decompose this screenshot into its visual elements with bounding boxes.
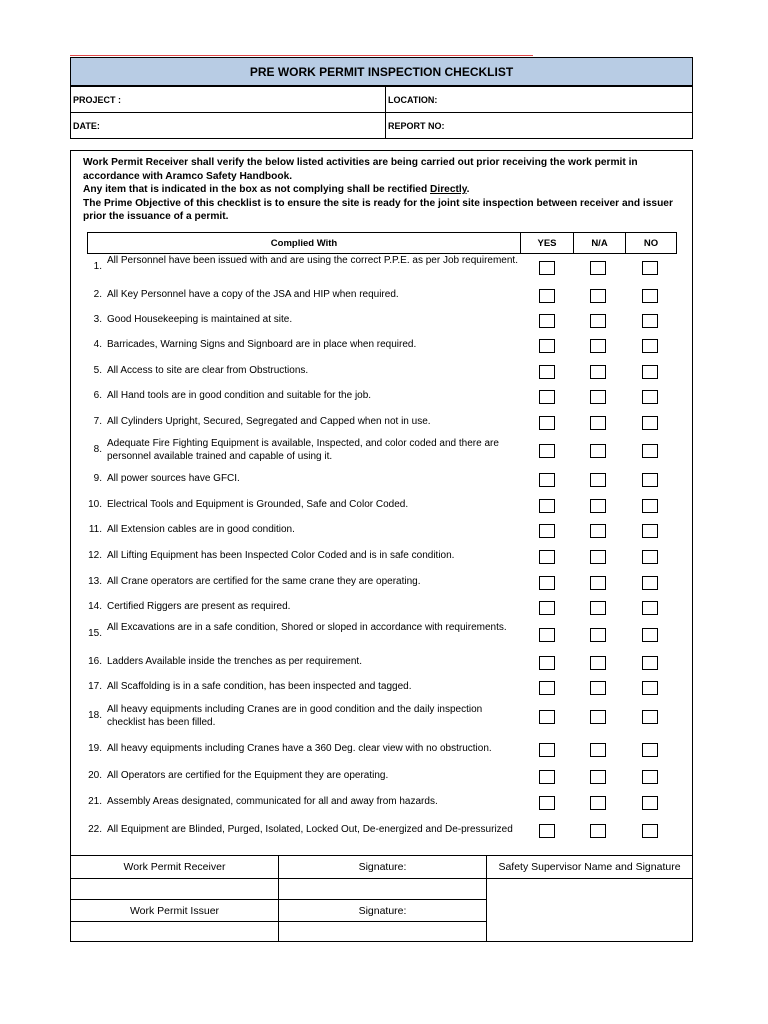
no-checkbox[interactable]: [642, 601, 658, 615]
checklist-item-number: 17.: [88, 681, 102, 692]
yes-checkbox[interactable]: [539, 499, 555, 513]
yes-header: YES: [537, 237, 557, 249]
na-header: N/A: [591, 237, 608, 249]
na-checkbox[interactable]: [590, 416, 606, 430]
receiver-signature-field[interactable]: [279, 879, 487, 900]
na-checkbox[interactable]: [590, 550, 606, 564]
no-checkbox[interactable]: [642, 681, 658, 695]
page-title: PRE WORK PERMIT INSPECTION CHECKLIST: [70, 57, 693, 86]
checklist-item-number: 7.: [93, 416, 102, 427]
directly-underlined: Directly: [430, 184, 467, 195]
no-checkbox[interactable]: [642, 365, 658, 379]
na-checkbox[interactable]: [590, 656, 606, 670]
project-label: PROJECT :: [73, 94, 122, 105]
checklist-item-text: Adequate Fire Fighting Equipment is available, Inspected, and color coded and there are personnel available trained and capable of using it.: [107, 438, 499, 462]
yes-checkbox[interactable]: [539, 365, 555, 379]
checklist-item-number: 8.: [93, 444, 102, 455]
no-checkbox[interactable]: [642, 656, 658, 670]
na-checkbox[interactable]: [590, 601, 606, 615]
checklist-item-text: Good Housekeeping is maintained at site.: [107, 314, 293, 325]
yes-checkbox[interactable]: [539, 576, 555, 590]
intro-text: [83, 156, 683, 224]
checklist-item-number: 16.: [88, 656, 102, 667]
checklist-item-text: Assembly Areas designated, communicated for all and away from hazards.: [107, 796, 438, 807]
na-checkbox[interactable]: [590, 499, 606, 513]
na-checkbox[interactable]: [590, 339, 606, 353]
checklist-item-number: 13.: [88, 576, 102, 587]
na-checkbox[interactable]: [590, 681, 606, 695]
location-label: LOCATION:: [388, 94, 438, 105]
na-checkbox[interactable]: [590, 576, 606, 590]
issuer-label: Work Permit Issuer: [71, 900, 279, 922]
checklist-item-number: 9.: [93, 473, 102, 484]
checklist-item-number: 22.: [88, 824, 102, 835]
supervisor-signature-field[interactable]: [487, 879, 693, 942]
checklist-item-text: All Cylinders Upright, Secured, Segregated and Capped when not in use.: [107, 416, 431, 427]
checklist-item-text: All Equipment are Blinded, Purged, Isolated, Locked Out, De-energized and De-pressurized: [107, 824, 513, 835]
no-checkbox[interactable]: [642, 289, 658, 303]
no-checkbox[interactable]: [642, 261, 658, 275]
yes-checkbox[interactable]: [539, 796, 555, 810]
yes-checkbox[interactable]: [539, 628, 555, 642]
na-checkbox[interactable]: [590, 444, 606, 458]
yes-checkbox[interactable]: [539, 524, 555, 538]
issuer-signature-field[interactable]: [279, 922, 487, 942]
no-header: NO: [643, 237, 659, 249]
no-checkbox[interactable]: [642, 550, 658, 564]
checklist-item-text: All Personnel have been issued with and are using the correct P.P.E. as per Job requirement.: [107, 255, 518, 266]
report-no-label: REPORT NO:: [388, 120, 445, 131]
checklist-item-number: 4.: [93, 339, 102, 350]
date-field[interactable]: [71, 113, 386, 139]
checklist-item-text: Electrical Tools and Equipment is Grounded, Safe and Color Coded.: [107, 499, 409, 510]
no-checkbox[interactable]: [642, 444, 658, 458]
yes-checkbox[interactable]: [539, 289, 555, 303]
na-checkbox[interactable]: [590, 824, 606, 838]
checklist-item-number: 2.: [93, 289, 102, 300]
yes-checkbox[interactable]: [539, 601, 555, 615]
na-checkbox[interactable]: [590, 261, 606, 275]
checklist-item-text: All heavy equipments including Cranes have a 360 Deg. clear view with no obstruction.: [107, 743, 492, 754]
checklist-item-text: All Access to site are clear from Obstructions.: [107, 365, 309, 376]
issuer-name-field[interactable]: [71, 922, 279, 942]
checklist-item-number: 20.: [88, 770, 102, 781]
na-checkbox[interactable]: [590, 796, 606, 810]
yes-checkbox[interactable]: [539, 770, 555, 784]
intro-line-1: Work Permit Receiver shall verify the below listed activities are being carried out prior receiving the work permit in accordance with Aramco Safety Handbook.: [83, 157, 638, 182]
complied-with-header: Complied With: [270, 237, 338, 249]
checklist-item-number: 6.: [93, 390, 102, 401]
checklist-item-text: All Hand tools are in good condition and suitable for the job.: [107, 390, 372, 401]
na-checkbox[interactable]: [590, 473, 606, 487]
checklist-item-text: Barricades, Warning Signs and Signboard are in place when required.: [107, 339, 417, 350]
checklist-item-text: All Excavations are in a safe condition, Shored or sloped in accordance with requirements.: [107, 622, 507, 633]
report-no-field[interactable]: [386, 113, 693, 139]
no-checkbox[interactable]: [642, 499, 658, 513]
yes-checkbox[interactable]: [539, 473, 555, 487]
na-checkbox[interactable]: [590, 289, 606, 303]
no-checkbox[interactable]: [642, 743, 658, 757]
checklist-item-text: Ladders Available inside the trenches as per requirement.: [107, 656, 362, 667]
na-checkbox[interactable]: [590, 524, 606, 538]
yes-checkbox[interactable]: [539, 681, 555, 695]
no-checkbox[interactable]: [642, 628, 658, 642]
checklist-item-number: 12.: [88, 550, 102, 561]
no-checkbox[interactable]: [642, 710, 658, 724]
no-checkbox[interactable]: [642, 473, 658, 487]
date-label: DATE:: [73, 120, 100, 131]
checklist-item-text: All Crane operators are certified for the same crane they are operating.: [107, 576, 421, 587]
no-checkbox[interactable]: [642, 339, 658, 353]
checklist-item-number: 11.: [88, 524, 102, 535]
checklist-column-header: [87, 232, 677, 254]
na-checkbox[interactable]: [590, 628, 606, 642]
checklist-item-text: All heavy equipments including Cranes are in good condition and the daily inspection checklist has been filled.: [107, 704, 483, 728]
yes-checkbox[interactable]: [539, 824, 555, 838]
supervisor-label: Safety Supervisor Name and Signature: [487, 856, 693, 879]
checklist-item-text: All power sources have GFCI.: [107, 473, 240, 484]
checklist-item-number: 19.: [88, 743, 102, 754]
na-checkbox[interactable]: [590, 710, 606, 724]
checklist-item-text: All Extension cables are in good condition.: [107, 524, 295, 535]
no-checkbox[interactable]: [642, 796, 658, 810]
project-field[interactable]: [71, 87, 386, 113]
checklist-item-text: Certified Riggers are present as required.: [107, 601, 291, 612]
checklist-item-text: All Lifting Equipment has been Inspected Color Coded and is in safe condition.: [107, 550, 455, 561]
na-checkbox[interactable]: [590, 390, 606, 404]
checklist-item-text: All Operators are certified for the Equipment they are operating.: [107, 770, 389, 781]
no-checkbox[interactable]: [642, 770, 658, 784]
na-checkbox[interactable]: [590, 365, 606, 379]
checklist-item-text: All Key Personnel have a copy of the JSA and HIP when required.: [107, 289, 399, 300]
yes-checkbox[interactable]: [539, 710, 555, 724]
yes-checkbox[interactable]: [539, 261, 555, 275]
receiver-signature-label: Signature:: [279, 856, 487, 879]
receiver-name-field[interactable]: [71, 879, 279, 900]
location-field[interactable]: [386, 87, 693, 113]
checklist-item-number: 21.: [88, 796, 102, 807]
no-checkbox[interactable]: [642, 524, 658, 538]
no-checkbox[interactable]: [642, 576, 658, 590]
issuer-signature-label: Signature:: [279, 900, 487, 922]
yes-checkbox[interactable]: [539, 416, 555, 430]
na-checkbox[interactable]: [590, 743, 606, 757]
checklist-item-number: 5.: [93, 365, 102, 376]
no-checkbox[interactable]: [642, 314, 658, 328]
receiver-label: Work Permit Receiver: [71, 856, 279, 879]
na-checkbox[interactable]: [590, 770, 606, 784]
signature-table: [70, 855, 693, 942]
checklist-item-number: 1.: [93, 261, 102, 272]
checklist-item-number: 3.: [93, 314, 102, 325]
header-fields-table: [70, 86, 693, 139]
top-accent-line: [70, 55, 533, 56]
intro-line-2: Any item that is indicated in the box as not complying shall be rectified Directly.: [83, 184, 470, 195]
checklist-item-number: 18.: [88, 710, 102, 721]
na-checkbox[interactable]: [590, 314, 606, 328]
yes-checkbox[interactable]: [539, 444, 555, 458]
no-checkbox[interactable]: [642, 824, 658, 838]
yes-checkbox[interactable]: [539, 314, 555, 328]
yes-checkbox[interactable]: [539, 550, 555, 564]
yes-checkbox[interactable]: [539, 656, 555, 670]
checklist-item-text: All Scaffolding is in a safe condition, has been inspected and tagged.: [107, 681, 412, 692]
yes-checkbox[interactable]: [539, 743, 555, 757]
no-checkbox[interactable]: [642, 390, 658, 404]
no-checkbox[interactable]: [642, 416, 658, 430]
checklist-item-number: 14.: [88, 601, 102, 612]
checklist-item-number: 15.: [88, 628, 102, 639]
yes-checkbox[interactable]: [539, 339, 555, 353]
yes-checkbox[interactable]: [539, 390, 555, 404]
checklist-item-number: 10.: [88, 499, 102, 510]
intro-line-3: The Prime Objective of this checklist is to ensure the site is ready for the joint site inspection between receiver and issuer prior the issuance of a permit.: [83, 197, 673, 222]
